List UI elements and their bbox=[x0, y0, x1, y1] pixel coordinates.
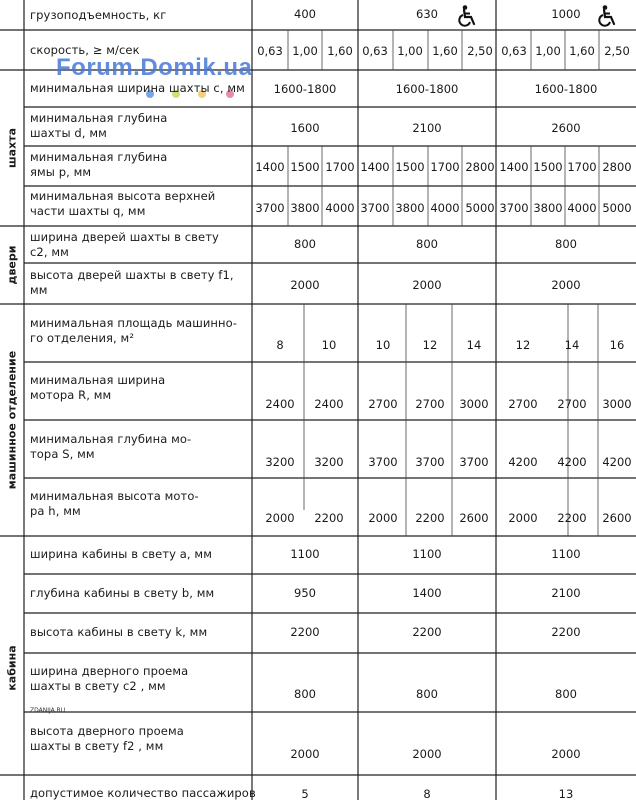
row-label-machine-area: минимальная площадь машинно- го отделения, м² bbox=[30, 316, 238, 345]
cell-motor-width-7: 2700 bbox=[557, 397, 587, 411]
cell-door-width-1: 800 bbox=[294, 237, 316, 251]
group-label-cabin: кабина bbox=[5, 645, 19, 691]
cell-cabin-height-2: 2200 bbox=[412, 625, 442, 639]
cell-opening-height-1: 2000 bbox=[290, 747, 320, 761]
row-label-headroom: минимальная высота верхней части шахты q, мм bbox=[30, 189, 216, 218]
cell-motor-width-8: 3000 bbox=[602, 397, 632, 411]
cell-shaft-width-1: 1600-1800 bbox=[273, 82, 337, 96]
cell-door-height-2: 2000 bbox=[412, 278, 442, 292]
cell-capacity-3: 1000 bbox=[551, 7, 581, 21]
cell-opening-height-2: 2000 bbox=[412, 747, 442, 761]
cell-cabin-width-1: 1100 bbox=[290, 547, 320, 561]
cell-speed-2: 1,00 bbox=[292, 44, 318, 58]
cell-door-height-1: 2000 bbox=[290, 278, 320, 292]
cell-opening-width-2: 800 bbox=[416, 687, 438, 701]
group-label-machine-room: машинное отделение bbox=[5, 350, 19, 490]
cell-headroom-6: 4000 bbox=[430, 201, 460, 215]
row-label-door-height: высота дверей шахты в свету f1, мм bbox=[30, 268, 234, 297]
cell-headroom-7: 5000 bbox=[465, 201, 495, 215]
cell-machine-area-7: 14 bbox=[564, 338, 580, 352]
row-label-opening-width: ширина дверного проема шахты в свету c2 , мм bbox=[30, 664, 189, 693]
cell-pit-depth-9: 1500 bbox=[533, 160, 563, 174]
row-label-door-width: ширина дверей шахты в свету c2, мм bbox=[30, 230, 219, 259]
cell-door-height-3: 2000 bbox=[551, 278, 581, 292]
cell-speed-11: 2,50 bbox=[604, 44, 630, 58]
row-label-motor-depth: минимальная глубина мо- тора S, мм bbox=[30, 432, 192, 461]
row-label-speed: скорость, ≥ м/сек bbox=[30, 43, 140, 57]
row-label-shaft-width: минимальная ширина шахты c, мм bbox=[30, 81, 245, 95]
cell-passengers-1: 5 bbox=[301, 787, 309, 801]
cell-speed-9: 1,00 bbox=[535, 44, 561, 58]
watermark: Forum.Domik.ua bbox=[56, 54, 253, 81]
cell-shaft-depth-1: 1600 bbox=[290, 121, 320, 135]
cell-pit-depth-11: 2800 bbox=[602, 160, 632, 174]
cell-motor-depth-4: 3700 bbox=[415, 455, 445, 469]
cell-cabin-height-1: 2200 bbox=[290, 625, 320, 639]
cell-headroom-8: 3700 bbox=[499, 201, 529, 215]
cell-machine-area-5: 14 bbox=[466, 338, 482, 352]
cell-motor-depth-1: 3200 bbox=[265, 455, 295, 469]
group-label-doors: двери bbox=[5, 245, 19, 285]
cell-speed-1: 0,63 bbox=[257, 44, 283, 58]
cell-speed-7: 2,50 bbox=[467, 44, 493, 58]
cell-machine-area-8: 16 bbox=[609, 338, 625, 352]
cell-motor-height-8: 2600 bbox=[602, 511, 632, 525]
cell-motor-width-6: 2700 bbox=[508, 397, 538, 411]
cell-speed-5: 1,00 bbox=[397, 44, 423, 58]
cell-speed-3: 1,60 bbox=[327, 44, 353, 58]
group-label-shaft: шахта bbox=[5, 128, 19, 168]
cell-motor-height-1: 2000 bbox=[265, 511, 295, 525]
cell-motor-depth-6: 4200 bbox=[508, 455, 538, 469]
cell-motor-height-2: 2200 bbox=[314, 511, 344, 525]
cell-pit-depth-2: 1500 bbox=[290, 160, 320, 174]
cell-motor-depth-7: 4200 bbox=[557, 455, 587, 469]
cell-passengers-2: 8 bbox=[423, 787, 431, 801]
cell-speed-6: 1,60 bbox=[432, 44, 458, 58]
row-label-capacity: грузоподъемность, кг bbox=[30, 8, 167, 22]
cell-headroom-11: 5000 bbox=[602, 201, 632, 215]
cell-pit-depth-3: 1700 bbox=[325, 160, 355, 174]
cell-motor-height-6: 2000 bbox=[508, 511, 538, 525]
cell-motor-depth-8: 4200 bbox=[602, 455, 632, 469]
cell-opening-width-3: 800 bbox=[555, 687, 577, 701]
row-label-pit-depth: минимальная глубина ямы p, мм bbox=[30, 150, 168, 179]
cell-cabin-depth-1: 950 bbox=[294, 586, 316, 600]
row-label-passengers: допустимое количество пассажиров bbox=[30, 786, 256, 800]
cell-passengers-3: 13 bbox=[558, 787, 574, 801]
cell-motor-depth-5: 3700 bbox=[459, 455, 489, 469]
cell-shaft-width-3: 1600-1800 bbox=[534, 82, 598, 96]
cell-pit-depth-4: 1400 bbox=[360, 160, 390, 174]
cell-headroom-9: 3800 bbox=[533, 201, 563, 215]
cell-door-width-2: 800 bbox=[416, 237, 438, 251]
cell-cabin-depth-2: 1400 bbox=[412, 586, 442, 600]
cell-motor-height-7: 2200 bbox=[557, 511, 587, 525]
cell-opening-height-3: 2000 bbox=[551, 747, 581, 761]
cell-motor-depth-3: 3700 bbox=[368, 455, 398, 469]
cell-motor-width-1: 2400 bbox=[265, 397, 295, 411]
cell-motor-height-5: 2600 bbox=[459, 511, 489, 525]
cell-headroom-4: 3700 bbox=[360, 201, 390, 215]
cell-capacity-2: 630 bbox=[416, 7, 438, 21]
cell-speed-8: 0,63 bbox=[501, 44, 527, 58]
wheelchair-icon bbox=[457, 5, 477, 27]
cell-machine-area-3: 10 bbox=[375, 338, 391, 352]
cell-speed-4: 0,63 bbox=[362, 44, 388, 58]
cell-motor-height-3: 2000 bbox=[368, 511, 398, 525]
row-label-cabin-depth: глубина кабины в свету b, мм bbox=[30, 586, 215, 600]
cell-headroom-10: 4000 bbox=[567, 201, 597, 215]
wheelchair-icon bbox=[597, 5, 617, 27]
row-label-motor-width: минимальная ширина мотора R, мм bbox=[30, 373, 166, 402]
cell-machine-area-2: 10 bbox=[321, 338, 337, 352]
row-label-cabin-width: ширина кабины в свету a, мм bbox=[30, 547, 212, 561]
cell-headroom-2: 3800 bbox=[290, 201, 320, 215]
cell-headroom-1: 3700 bbox=[255, 201, 285, 215]
cell-headroom-3: 4000 bbox=[325, 201, 355, 215]
cell-cabin-depth-3: 2100 bbox=[551, 586, 581, 600]
cell-headroom-5: 3800 bbox=[395, 201, 425, 215]
cell-pit-depth-8: 1400 bbox=[499, 160, 529, 174]
cell-motor-width-5: 3000 bbox=[459, 397, 489, 411]
cell-opening-width-1: 800 bbox=[294, 687, 316, 701]
cell-motor-width-3: 2700 bbox=[368, 397, 398, 411]
cell-motor-depth-2: 3200 bbox=[314, 455, 344, 469]
cell-pit-depth-5: 1500 bbox=[395, 160, 425, 174]
cell-cabin-width-2: 1100 bbox=[412, 547, 442, 561]
cell-machine-area-4: 12 bbox=[422, 338, 438, 352]
cell-machine-area-1: 8 bbox=[276, 338, 284, 352]
cell-pit-depth-7: 2800 bbox=[465, 160, 495, 174]
cell-motor-height-4: 2200 bbox=[415, 511, 445, 525]
cell-cabin-height-3: 2200 bbox=[551, 625, 581, 639]
row-label-motor-height: минимальная высота мото- ра h, мм bbox=[30, 489, 199, 518]
cell-motor-width-2: 2400 bbox=[314, 397, 344, 411]
cell-motor-width-4: 2700 bbox=[415, 397, 445, 411]
cell-door-width-3: 800 bbox=[555, 237, 577, 251]
cell-speed-10: 1,60 bbox=[569, 44, 595, 58]
row-label-shaft-depth: минимальная глубина шахты d, мм bbox=[30, 111, 168, 140]
cell-shaft-depth-2: 2100 bbox=[412, 121, 442, 135]
cell-pit-depth-10: 1700 bbox=[567, 160, 597, 174]
cell-pit-depth-6: 1700 bbox=[430, 160, 460, 174]
source-mark: ZDANIJA.RU bbox=[30, 707, 66, 714]
cell-cabin-width-3: 1100 bbox=[551, 547, 581, 561]
cell-shaft-depth-3: 2600 bbox=[551, 121, 581, 135]
row-label-cabin-height: высота кабины в свету k, мм bbox=[30, 625, 208, 639]
cell-machine-area-6: 12 bbox=[515, 338, 531, 352]
cell-pit-depth-1: 1400 bbox=[255, 160, 285, 174]
cell-shaft-width-2: 1600-1800 bbox=[395, 82, 459, 96]
row-label-opening-height: высота дверного проема шахты в свету f2 , мм bbox=[30, 724, 184, 753]
cell-capacity-1: 400 bbox=[294, 7, 316, 21]
